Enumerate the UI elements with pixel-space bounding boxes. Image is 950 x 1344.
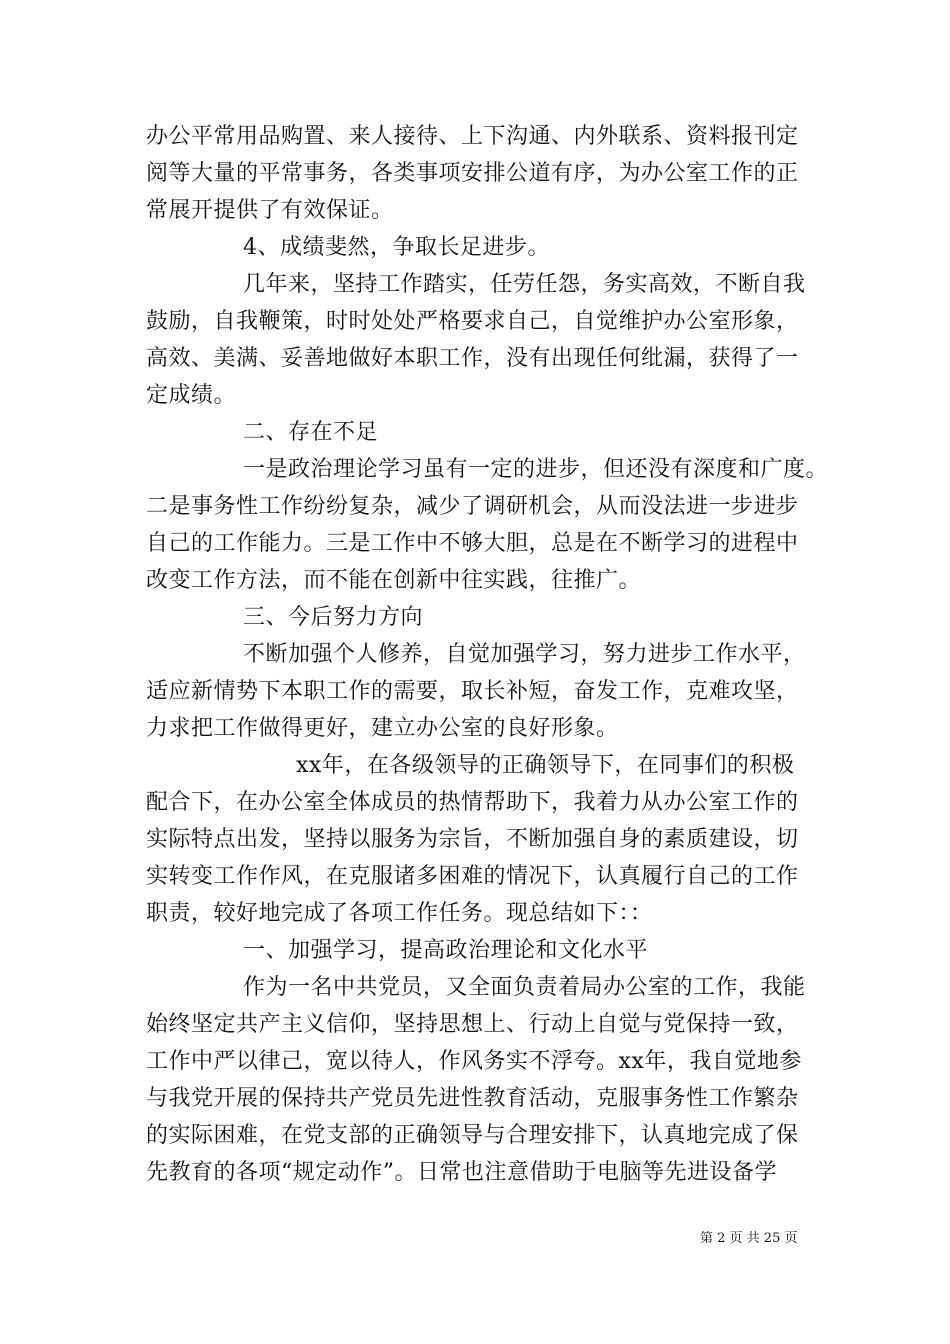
text-line: 自己的工作能力。三是工作中不够大胆，总是在不断学习的进程中 <box>146 531 799 556</box>
text-line: 职责，较好地完成了各项工作任务。现总结如下：： <box>146 901 653 926</box>
text-line: 实转变工作作风，在克服诸多困难的情况下，认真履行自己的工作 <box>146 864 799 889</box>
text-line: 常展开提供了有效保证。 <box>146 198 394 223</box>
document-body <box>146 118 829 1191</box>
text-line: 二、存在不足 <box>243 420 379 445</box>
text-line: 配合下，在办公室全体成员的热情帮助下，我着力从办公室工作的 <box>146 790 799 815</box>
text-line: 定成绩。 <box>146 383 237 408</box>
text-line: 适应新情势下本职工作的需要，取长补短，奋发工作，克难攻坚， <box>146 679 799 704</box>
text-line: 几年来，坚持工作踏实，任劳任怨，务实高效，不断自我 <box>243 272 806 297</box>
text-line: 阅等大量的平常事务，各类事项安排公道有序，为办公室工作的正 <box>146 161 799 186</box>
text-line: 的实际困难，在党支部的正确领导与合理安排下，认真地完成了保 <box>146 1123 799 1148</box>
text-line: 改变工作方法，而不能在创新中往实践，往推广。 <box>146 568 642 593</box>
text-line: 一是政治理论学习虽有一定的进步，但还没有深度和广度。 <box>243 457 829 482</box>
page-number-footer: 第 2 页 共 25 页 <box>700 1231 798 1246</box>
text-line: 二是事务性工作纷纷复杂，减少了调研机会，从而没法进一步进步 <box>146 494 799 519</box>
text-line: 高效、美满、妥善地做好本职工作，没有出现任何纰漏，获得了一 <box>146 346 799 371</box>
text-line: 实际特点出发，坚持以服务为宗旨，不断加强自身的素质建设，切 <box>146 827 799 852</box>
text-line: 力求把工作做得更好，建立办公室的良好形象。 <box>146 716 619 741</box>
text-line: 作为一名中共党员，又全面负责着局办公室的工作，我能 <box>243 975 806 1000</box>
text-line: 工作中严以律己，宽以待人，作风务实不浮夸。xx年，我自觉地参 <box>146 1049 802 1074</box>
text-line: 与我党开展的保持共产党员先进性教育活动，克服事务性工作繁杂 <box>146 1086 799 1111</box>
text-line: 三、今后努力方向 <box>243 605 424 630</box>
text-line: 办公平常用品购置、来人接待、上下沟通、内外联系、资料报刊定 <box>146 124 799 149</box>
text-line: 鼓励，自我鞭策，时时处处严格要求自己，自觉维护办公室形象， <box>146 309 799 334</box>
text-line: 先教育的各项“规定动作”。日常也注意借助于电脑等先进设备学 <box>146 1160 777 1185</box>
text-line: 4、成绩斐然，争取长足进步。 <box>243 235 550 260</box>
text-line: xx年，在各级领导的正确领导下，在同事们的积极 <box>296 753 795 778</box>
text-line: 始终坚定共产主义信仰，坚持思想上、行动上自觉与党保持一致， <box>146 1012 799 1037</box>
text-line: 一、加强学习，提高政治理论和文化水平 <box>243 938 649 963</box>
text-line: 不断加强个人修养，自觉加强学习，努力进步工作水平， <box>243 642 806 667</box>
